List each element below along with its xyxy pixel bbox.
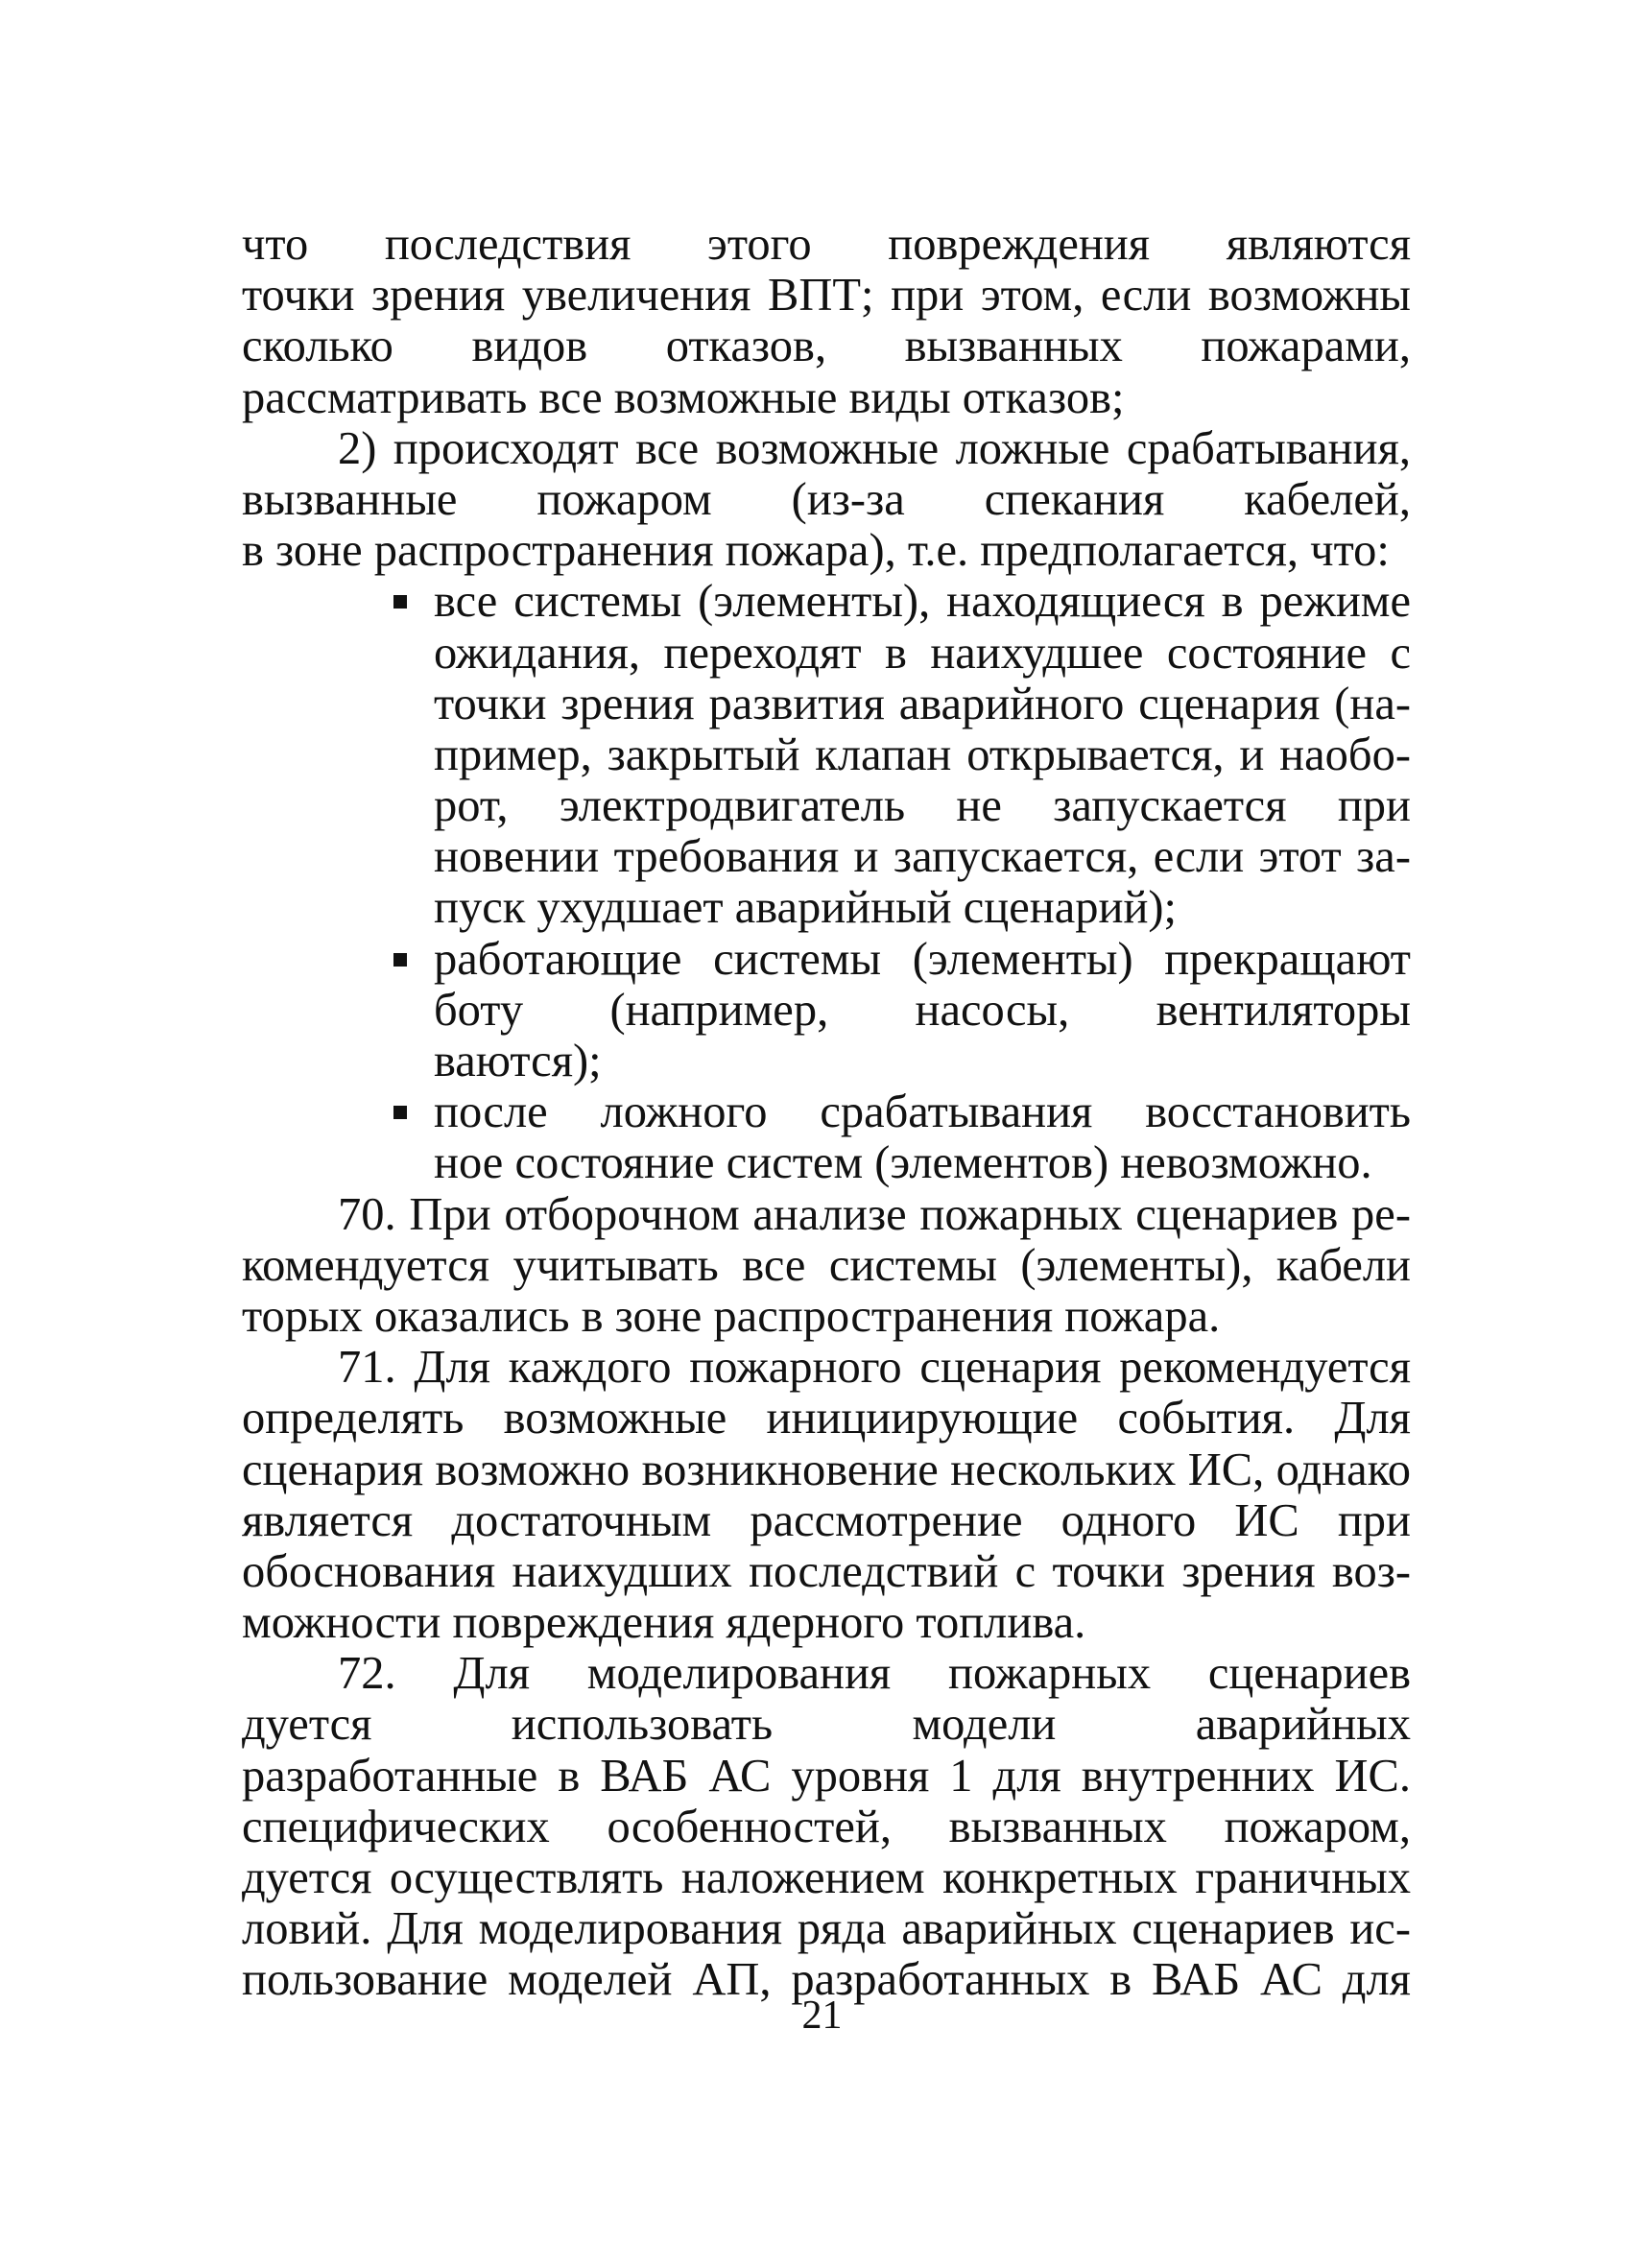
text-line: [242, 628, 1411, 679]
text-line: [242, 1802, 1411, 1852]
line-text: что последствия этого повреждения являются: [242, 219, 1411, 270]
line-text: ное состояние систем (элементов) невозможно.: [434, 1137, 1372, 1189]
line-text: 2) происходят все возможные ложные срабатывания,: [338, 422, 1411, 474]
text-line: [242, 882, 1411, 933]
text-line: [242, 219, 1411, 270]
text-line: [242, 1852, 1411, 1903]
line-text: специфических особенностей, вызванных пожаром,: [242, 1801, 1411, 1852]
text-line: [242, 270, 1411, 321]
text-line: [242, 679, 1411, 729]
line-text: рот, электродвигатель не запускается при: [434, 780, 1411, 832]
text-line: [242, 831, 1411, 882]
line-text: работающие системы (элементы) прекращают: [434, 933, 1411, 985]
text-line: [242, 474, 1411, 525]
text-line: [242, 1699, 1411, 1750]
text-line: [242, 1495, 1411, 1546]
text-line: [242, 1240, 1411, 1291]
text-line: [242, 1189, 1411, 1240]
line-text: пользование моделей АП, разработанных в ВАБ АС для: [242, 1954, 1411, 2006]
line-text: комендуется учитывать все системы (элементы), кабели: [242, 1239, 1411, 1291]
text-line: [242, 372, 1411, 423]
text-line: [242, 780, 1411, 831]
text-line: [242, 576, 1411, 627]
line-text: ваются);: [434, 1036, 602, 1086]
line-text: сценария возможно возникновение нескольких ИС, однако: [242, 1444, 1411, 1495]
line-text: пример, закрытый клапан открывается, и наобо-: [434, 728, 1411, 780]
text-line: [242, 321, 1411, 371]
line-text: точки зрения развития аварийного сценария (на-: [434, 678, 1411, 729]
text-line: [242, 1086, 1411, 1137]
line-text: 70. При отборочном анализе пожарных сценариев ре-: [338, 1188, 1411, 1240]
line-text: является достаточным рассмотрение одного ИС при: [242, 1494, 1411, 1546]
line-text: дуется осуществлять наложением конкретных граничных: [242, 1852, 1411, 1903]
line-text: после ложного срабатывания восстановить: [434, 1086, 1411, 1138]
text-line: [242, 1597, 1411, 1648]
line-text: разработанные в ВАБ АС уровня 1 для внутренних ИС.: [242, 1750, 1411, 1802]
body-text: [242, 219, 1411, 2006]
text-line: [242, 1393, 1411, 1444]
line-text: 72. Для моделирования пожарных сценариев: [338, 1648, 1411, 1700]
text-line: [242, 1648, 1411, 1699]
line-text: ловий. Для моделирования ряда аварийных сценариев ис-: [242, 1903, 1411, 1955]
text-line: [242, 423, 1411, 474]
bullet-icon: [393, 953, 407, 967]
line-text: боту (например, насосы, вентиляторы: [434, 984, 1411, 1036]
text-line: [242, 934, 1411, 985]
text-line: [242, 1036, 1411, 1086]
line-text: можности повреждения ядерного топлива.: [242, 1597, 1086, 1649]
line-text: определять возможные инициирующие события. Для: [242, 1393, 1411, 1444]
line-text: ожидания, переходят в наихудшее состояние с: [434, 627, 1411, 679]
line-text: торых оказались в зоне распространения пожара.: [242, 1290, 1221, 1342]
text-line: [242, 1444, 1411, 1495]
line-text: рассматривать все возможные виды отказов;: [242, 371, 1125, 423]
bullet-icon: [393, 1106, 407, 1119]
text-line: [242, 525, 1411, 576]
text-line: [242, 1291, 1411, 1342]
line-text: все системы (элементы), находящиеся в режиме: [434, 576, 1411, 628]
text-line: [242, 1751, 1411, 1802]
line-text: обоснования наихудших последствий с точки зрения воз-: [242, 1545, 1411, 1597]
line-text: сколько видов отказов, вызванных пожарами,: [242, 321, 1411, 372]
line-text: точки зрения увеличения ВПТ; при этом, если возможны: [242, 270, 1411, 322]
text-line: [242, 985, 1411, 1036]
text-line: [242, 1546, 1411, 1597]
line-text: пуск ухудшает аварийный сценарий);: [434, 882, 1178, 934]
bullet-icon: [393, 595, 407, 609]
page-number: 21: [801, 1993, 843, 2038]
line-text: дуется использовать модели аварийных: [242, 1699, 1411, 1751]
text-line: [242, 1137, 1411, 1188]
text-line: [242, 1342, 1411, 1393]
text-line: [242, 1903, 1411, 1954]
text-line: [242, 729, 1411, 780]
line-text: 71. Для каждого пожарного сценария рекомендуется: [338, 1342, 1411, 1394]
line-text: вызванные пожаром (из-за спекания кабелей,: [242, 473, 1411, 525]
line-text: в зоне распространения пожара), т.е. предполагается, что:: [242, 525, 1390, 577]
line-text: новении требования и запускается, если этот за-: [434, 831, 1411, 883]
